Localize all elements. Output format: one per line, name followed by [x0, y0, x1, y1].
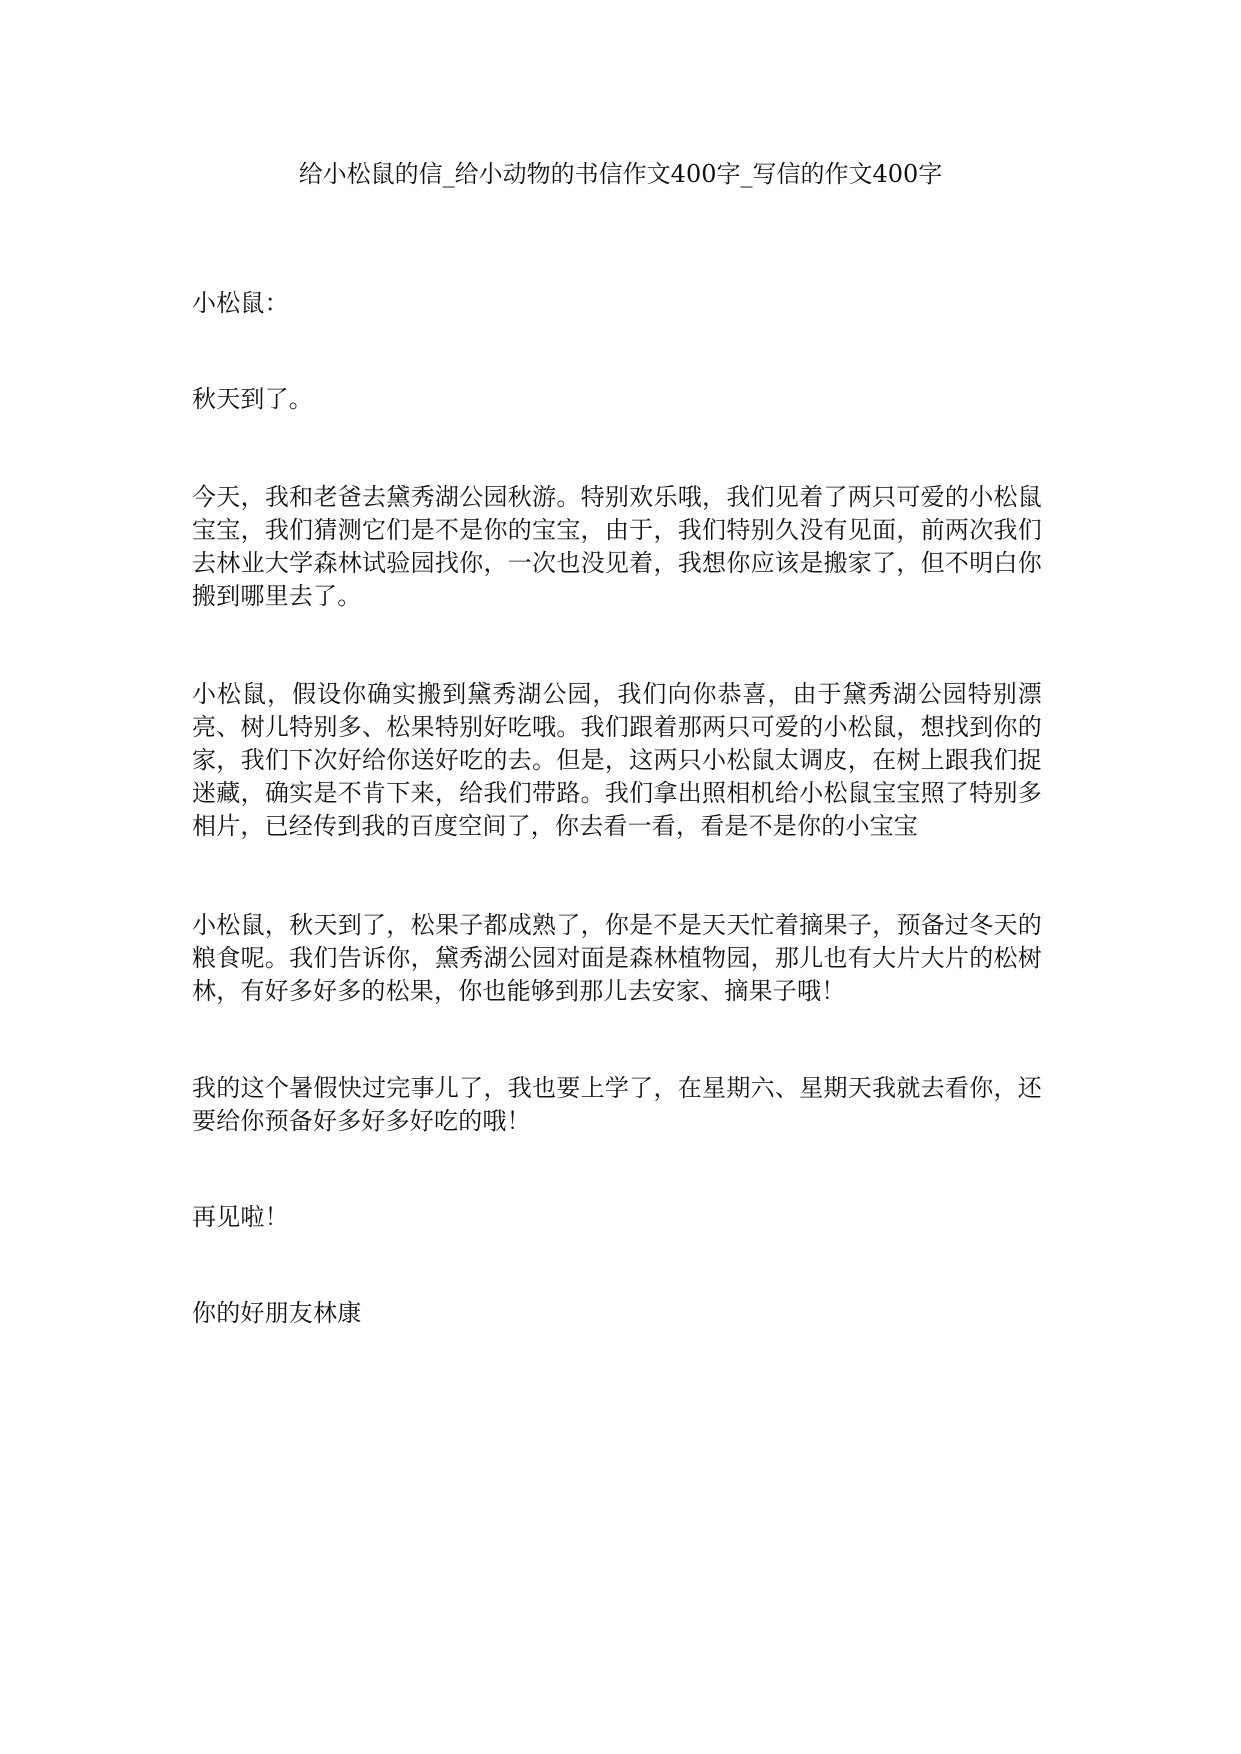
letter-closing: 再见啦！ — [192, 1203, 289, 1231]
letter-paragraph: 今天，我和老爸去黛秀湖公园秋游。特别欢乐哦，我们见着了两只可爱的小松鼠宝宝，我们猜测它们是不是你的宝宝，由于，我们特别久没有见面，前两次我们去林业大学森林试验园找你，一次也没见着，我想你应该是搬家了，但不明白你搬到哪里去了。 — [192, 483, 1042, 610]
letter-signature: 你的好朋友林康 — [192, 1299, 362, 1327]
document-title: 给小松鼠的信_给小动物的书信作文400字_写信的作文400字 — [298, 160, 943, 188]
letter-paragraph: 小松鼠，假设你确实搬到黛秀湖公园，我们向你恭喜，由于黛秀湖公园特别漂亮、树儿特别多、松果特别好吃哦。我们跟着那两只可爱的小松鼠，想找到你的家，我们下次好给你送好吃的去。但是，这两只小松鼠太调皮，在树上跟我们捉迷藏，确实是不肯下来，给我们带路。我们拿出照相机给小松鼠宝宝照了特别多相片，已经传到我的百度空间了，你去看一看，看是不是你的小宝宝 — [192, 680, 1042, 840]
letter-paragraph: 秋天到了。 — [192, 385, 313, 413]
letter-salutation: 小松鼠： — [192, 289, 289, 317]
letter-paragraph: 我的这个暑假快过完事儿了，我也要上学了，在星期六、星期天我就去看你，还要给你预备好多好多好吃的哦！ — [192, 1074, 1042, 1135]
letter-paragraph: 小松鼠，秋天到了，松果子都成熟了，你是不是天天忙着摘果子，预备过冬天的粮食呢。我们告诉你，黛秀湖公园对面是森林植物园，那儿也有大片大片的松树林，有好多好多的松果，你也能够到那儿去安家、摘果子哦！ — [192, 911, 1042, 1005]
